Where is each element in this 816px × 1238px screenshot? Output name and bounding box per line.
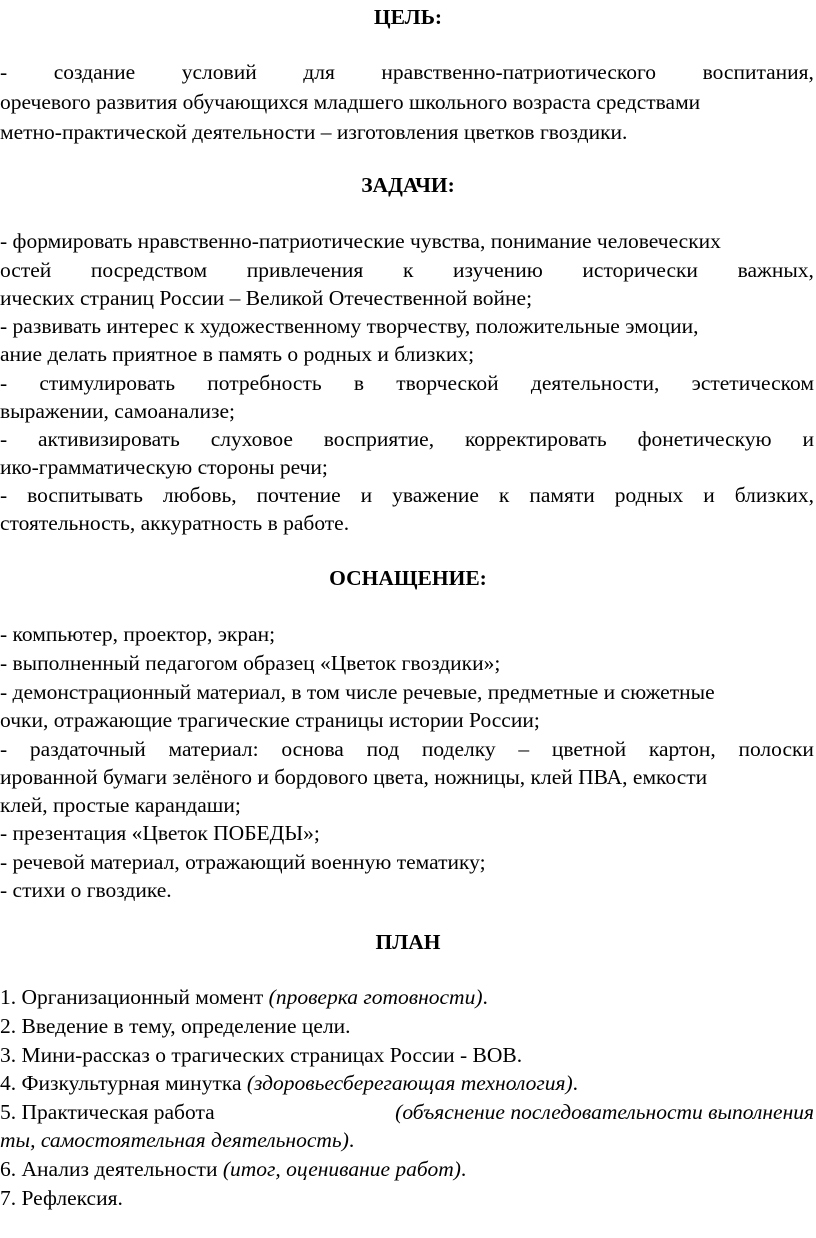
word: условий [181,60,257,84]
plan-item-note: ты, самостоятельная деятельность) [0,1128,349,1152]
word: любовь, [162,483,237,507]
equipment-line-6: ированной бумаги зелёного и бордового цвета, ножницы, клей ПВА, емкости [0,765,708,789]
equipment-line-7: клей, простые карандаши; [0,793,241,817]
word: материал: [168,737,259,761]
tasks-heading: ЗАДАЧИ: [361,173,455,197]
plan-item-5 [0,1097,814,1127]
word: воспитывать [27,483,143,507]
word: создание [53,60,136,84]
goal-line-3: метно-практической деятельности – изготовления цветков гвоздики. [0,120,628,144]
word: и [802,427,814,451]
word: творческой [396,371,499,395]
equipment-heading: ОСНАЩЕНИЕ: [329,566,487,590]
plan-item-7 [0,1183,123,1213]
plan-item-end: . [117,1186,123,1210]
word: родных [614,483,684,507]
tasks-line-6 [0,368,814,398]
word: - [0,60,8,84]
word: к [498,483,510,507]
equipment-line-2: - выполненный педагогом образец «Цветок гвоздики»; [0,651,501,675]
word: раздаточный [29,737,146,761]
equipment-line-4: очки, отражающие трагические страницы истории России; [0,708,540,732]
tasks-line-3: ических страниц России – Великой Отечественной войне; [0,286,533,310]
tasks-line-1: - формировать нравственно-патриотические чувства, понимание человеческих [0,229,721,253]
tasks-line-8 [0,424,814,454]
word: поделку [421,737,496,761]
word: уважение [392,483,479,507]
word: слуховое [210,427,293,451]
word: - [0,371,8,395]
plan-item-number: 5. [0,1100,17,1124]
word: потребность [207,371,322,395]
tasks-line-10 [0,480,814,510]
plan-item-text: Физкультурная минутка [21,1071,247,1095]
tasks-line-9: ико-грамматическую стороны речи; [0,455,328,479]
word: корректировать [464,427,607,451]
word: и [703,483,715,507]
plan-item-text: Введение в тему, определение цели. [21,1014,351,1038]
equipment-line-9: - речевой материал, отражающий военную тематику; [0,850,486,874]
equipment-line-8: - презентация «Цветок ПОБЕДЫ»; [0,821,320,845]
word: полоски [738,737,814,761]
word: цветной [551,737,627,761]
word: нравственно-патриотического [381,60,657,84]
plan-item-text: Анализ деятельности [21,1157,223,1181]
word: - [0,737,8,761]
goal-heading: ЦЕЛЬ: [373,5,443,29]
word: - [0,483,8,507]
word: стимулировать [39,371,176,395]
plan-item-3 [0,1040,522,1070]
word: под [366,737,400,761]
goal-line-2: оречевого развития обучающихся младшего школьного возраста средствами [0,90,701,114]
plan-item-note: (итог, оценивание работ) [222,1157,461,1181]
tasks-line-4: - развивать интерес к художественному творчеству, положительные эмоции, [0,314,699,338]
plan-item-text: Организационный момент [21,985,269,1009]
tasks-line-2 [0,255,814,285]
word: воспитания, [702,60,814,84]
plan-item-text: Рефлексия [21,1186,118,1210]
word: - [0,427,8,451]
word: почтение [256,483,341,507]
plan-item-text: Мини-рассказ о трагических страницах России - ВОВ. [21,1043,523,1067]
word: привлечения [246,258,364,282]
plan-heading: ПЛАН [375,930,441,954]
plan-item-number: 3. [0,1043,17,1067]
plan-item-note: (объяснение последовательности выполнения [395,1100,814,1124]
plan-item-number: 4. [0,1071,17,1095]
word: – [518,737,530,761]
word: остей [0,258,52,282]
word: посредством [90,258,208,282]
plan-item-note: (здоровьесберегающая технология) [246,1071,573,1095]
plan-item-text: Практическая работа [21,1100,215,1124]
tasks-line-7: выражении, самоанализе; [0,399,235,423]
word: картон, [648,737,716,761]
plan-item-4 [0,1068,578,1098]
word: восприятие, [323,427,435,451]
word: активизировать [38,427,180,451]
equipment-line-5 [0,734,814,764]
word: эстетическом [691,371,814,395]
word: к [402,258,414,282]
word: близких, [734,483,814,507]
word: деятельности, [530,371,660,395]
word: в [353,371,365,395]
word: изучению [453,258,543,282]
plan-item-number: 2. [0,1014,17,1038]
plan-item-2 [0,1011,351,1041]
goal-line-1 [0,57,814,87]
plan-item-5-continued [0,1125,354,1155]
plan-item-end: . [572,1071,578,1095]
tasks-line-5: ание делать приятное в память о родных и близких; [0,342,475,366]
word: важных, [737,258,814,282]
plan-item-number: 7. [0,1186,17,1210]
plan-item-1 [0,982,488,1012]
word: основа [281,737,344,761]
plan-item-6 [0,1154,466,1184]
plan-item-end: . [482,985,488,1009]
word: фонетическую [637,427,772,451]
equipment-line-3: - демонстрационный материал, в том числе речевые, предметные и сюжетные [0,680,715,704]
plan-item-note: (проверка готовности) [268,985,483,1009]
plan-item-number: 1. [0,985,17,1009]
equipment-line-10: - стихи о гвоздике. [0,878,172,902]
word: для [303,60,335,84]
word: исторически [582,258,698,282]
word: памяти [529,483,595,507]
plan-item-end: . [348,1128,355,1152]
equipment-line-1: - компьютер, проектор, экран; [0,622,276,646]
plan-item-number: 6. [0,1157,17,1181]
tasks-line-11: стоятельность, аккуратность в работе. [0,511,350,535]
plan-item-end: . [460,1157,467,1181]
plan-item-5-lead [0,1097,215,1127]
word: и [360,483,373,507]
